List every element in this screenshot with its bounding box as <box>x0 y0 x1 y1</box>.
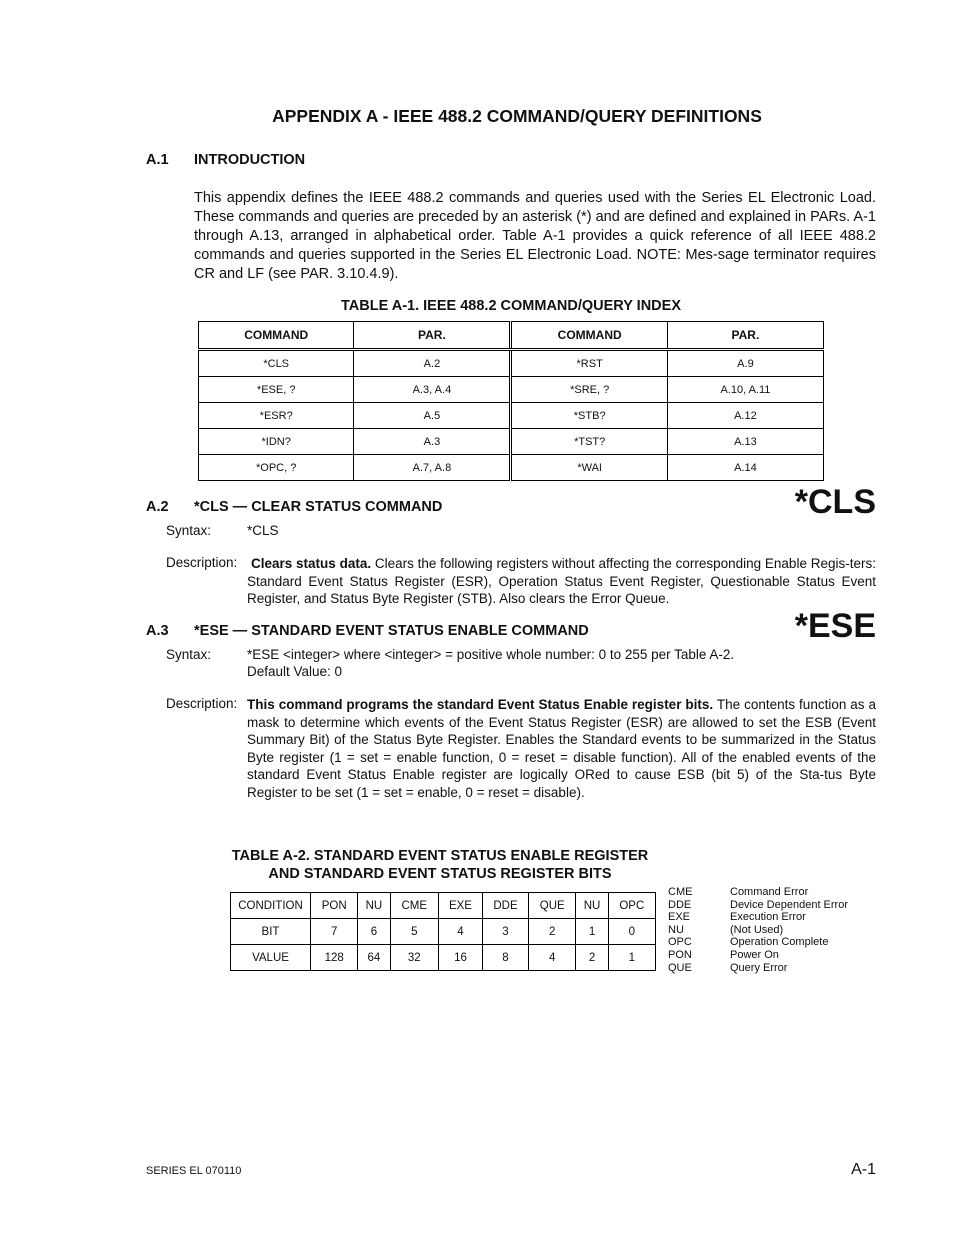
table-cell: *STB? <box>511 403 667 429</box>
legend-item <box>668 949 888 962</box>
legend-definition: Execution Error <box>730 911 806 924</box>
intro-paragraph <box>194 189 876 284</box>
table-cell: A.12 <box>667 403 823 429</box>
table-cell: 64 <box>358 945 390 971</box>
table-cell: 3 <box>482 919 528 945</box>
section-heading-a1 <box>146 152 846 172</box>
intro-text: This appendix defines the IEEE 488.2 commands and queries used with the Series EL Electronic Load. These commands and queries are preceded by an asterisk (*) and are defined and explained in PARs. A-1 through A.13, arranged in alphabetical order. Table A-1 provides a quick reference of all IEEE 488.2 commands and queries supported in the Series EL Electronic Load. NOTE: Mes-sage terminator requires CR and LF (see PAR. 3.10.4.9). <box>194 190 876 282</box>
legend-definition: (Not Used) <box>730 923 784 936</box>
table-cell: 0 <box>608 919 655 945</box>
caption-line: AND STANDARD EVENT STATUS REGISTER BITS <box>268 866 612 882</box>
table-cell: 2 <box>576 945 608 971</box>
abbreviation-legend <box>668 886 888 974</box>
syntax-value: *ESE <integer> where <integer> = positive whole number: 0 to 255 per Table A-2. <box>247 647 735 662</box>
legend-definition: Device Dependent Error <box>730 898 849 911</box>
section-heading-a2 <box>146 499 746 519</box>
legend-abbrev: DDE <box>668 898 692 911</box>
syntax-label: Syntax: <box>166 647 212 662</box>
table-cell: NU <box>576 893 608 919</box>
table-cell: A.5 <box>354 403 511 429</box>
section-title: *ESE — STANDARD EVENT STATUS ENABLE COMMAND <box>194 623 589 639</box>
table-cell: *CLS <box>199 350 354 377</box>
table-cell: BIT <box>231 919 311 945</box>
syntax-value: *CLS <box>247 523 279 538</box>
table-cell: 32 <box>390 945 439 971</box>
table-cell: OPC <box>608 893 655 919</box>
table-cell: *RST <box>511 350 667 377</box>
legend-item <box>668 962 888 975</box>
table-cell: *IDN? <box>199 429 354 455</box>
table-cell: QUE <box>529 893 576 919</box>
event-status-bits-table <box>230 892 656 971</box>
table-cell: A.14 <box>667 455 823 481</box>
header-command: COMMAND <box>199 322 354 350</box>
section-number: A.3 <box>146 623 169 639</box>
description-lead: Clears status data. <box>251 556 372 571</box>
table-cell: *WAI <box>511 455 667 481</box>
table-cell: A.7, A.8 <box>354 455 511 481</box>
table-cell: *ESE, ? <box>199 377 354 403</box>
section-number: A.2 <box>146 499 169 515</box>
table-cell: 2 <box>529 919 576 945</box>
legend-abbrev: PON <box>668 948 692 961</box>
description-lead: This command programs the standard Event Status Enable register bits. <box>247 697 714 712</box>
description-label: Description: <box>166 696 238 711</box>
page-title: APPENDIX A - IEEE 488.2 COMMAND/QUERY DEFINITIONS <box>272 106 762 126</box>
caption-line: TABLE A-2. STANDARD EVENT STATUS ENABLE REGISTER <box>231 848 649 864</box>
default-value: Default Value: 0 <box>247 664 343 679</box>
table-cell: 1 <box>608 945 655 971</box>
command-banner-cls: *CLS <box>794 483 876 521</box>
legend-item <box>668 911 888 924</box>
table-cell: PON <box>311 893 358 919</box>
syntax-label: Syntax: <box>166 523 212 538</box>
legend-item <box>668 924 888 937</box>
table-cell: A.3, A.4 <box>354 377 511 403</box>
table-cell: 7 <box>311 919 358 945</box>
table-cell: A.13 <box>667 429 823 455</box>
table-cell: 4 <box>529 945 576 971</box>
section-heading-a3 <box>146 623 786 643</box>
table-cell: 8 <box>482 945 528 971</box>
header-command: COMMAND <box>511 322 667 350</box>
description-text: Clears the following registers without affecting the corresponding Enable Regis-ters: Standard Event Status Register (ESR), Operation Status Event Register, Questionable Status Event Register, and Status Byte Register (STB). Also clears the Error Queue. <box>247 556 876 606</box>
table-cell: *TST? <box>511 429 667 455</box>
table-cell: A.9 <box>667 350 823 377</box>
description-ese <box>247 696 876 801</box>
table-cell: 6 <box>358 919 390 945</box>
section-title: INTRODUCTION <box>194 152 306 168</box>
header-par: PAR. <box>354 322 511 350</box>
description-cls <box>247 555 876 608</box>
legend-abbrev: OPC <box>668 936 692 949</box>
legend-abbrev: CME <box>668 886 693 898</box>
table-cell: *OPC, ? <box>199 455 354 481</box>
table-cell: *SRE, ? <box>511 377 667 403</box>
legend-definition: Command Error <box>730 886 809 898</box>
table-row <box>199 350 824 377</box>
table-cell: 4 <box>439 919 483 945</box>
table-cell: A.2 <box>354 350 511 377</box>
table-row <box>199 403 824 429</box>
page-number: A-1 <box>851 1161 876 1178</box>
legend-abbrev: QUE <box>668 961 692 974</box>
legend-item <box>668 899 888 912</box>
table-cell: 1 <box>576 919 608 945</box>
legend-abbrev: EXE <box>668 911 691 924</box>
section-title: *CLS — CLEAR STATUS COMMAND <box>194 499 443 515</box>
table-cell: NU <box>358 893 390 919</box>
table-row <box>199 377 824 403</box>
legend-definition: Operation Complete <box>730 936 829 949</box>
table-cell: CONDITION <box>231 893 311 919</box>
table-cell: DDE <box>482 893 528 919</box>
table-cell: EXE <box>439 893 483 919</box>
table-cell: *ESR? <box>199 403 354 429</box>
legend-definition: Power On <box>730 948 779 961</box>
header-par: PAR. <box>667 322 823 350</box>
description-text: The contents function as a mask to determine which events of the Event Status Register (ESR) are allowed to set the ESB (Event Summary Bit) of the Status Byte Register. Enables the Standard events to be summarized in the Status Byte register (1 = set = enable function, 0 = reset = disable function). All of the enabled events of the standard Event Status Enable register are logically ORed to cause ESB (bit 5) of the Sta-tus Byte Register to be set (1 = set = enable, 0 = reset = disable). <box>247 697 877 800</box>
section-number: A.1 <box>146 152 169 168</box>
table-header-row <box>199 322 824 350</box>
table-cell: A.10, A.11 <box>667 377 823 403</box>
table-row <box>199 429 824 455</box>
command-index-table <box>198 321 824 481</box>
description-label: Description: <box>166 555 238 570</box>
table-cell: CME <box>390 893 439 919</box>
legend-item <box>668 936 888 949</box>
legend-item <box>668 886 888 899</box>
table-cell: 16 <box>439 945 483 971</box>
table-cell: A.3 <box>354 429 511 455</box>
table-row <box>231 945 656 971</box>
legend-definition: Query Error <box>730 961 788 974</box>
table-cell: VALUE <box>231 945 311 971</box>
table-row <box>199 455 824 481</box>
table-cell: 128 <box>311 945 358 971</box>
table-row <box>231 919 656 945</box>
table-a2-caption <box>202 848 678 882</box>
table-a1-caption: TABLE A-1. IEEE 488.2 COMMAND/QUERY INDEX <box>340 298 681 314</box>
table-cell: 5 <box>390 919 439 945</box>
legend-abbrev: NU <box>668 923 684 936</box>
footer-document-id: SERIES EL 070110 <box>146 1165 242 1177</box>
table-row <box>231 893 656 919</box>
command-banner-ese: *ESE <box>794 607 876 645</box>
